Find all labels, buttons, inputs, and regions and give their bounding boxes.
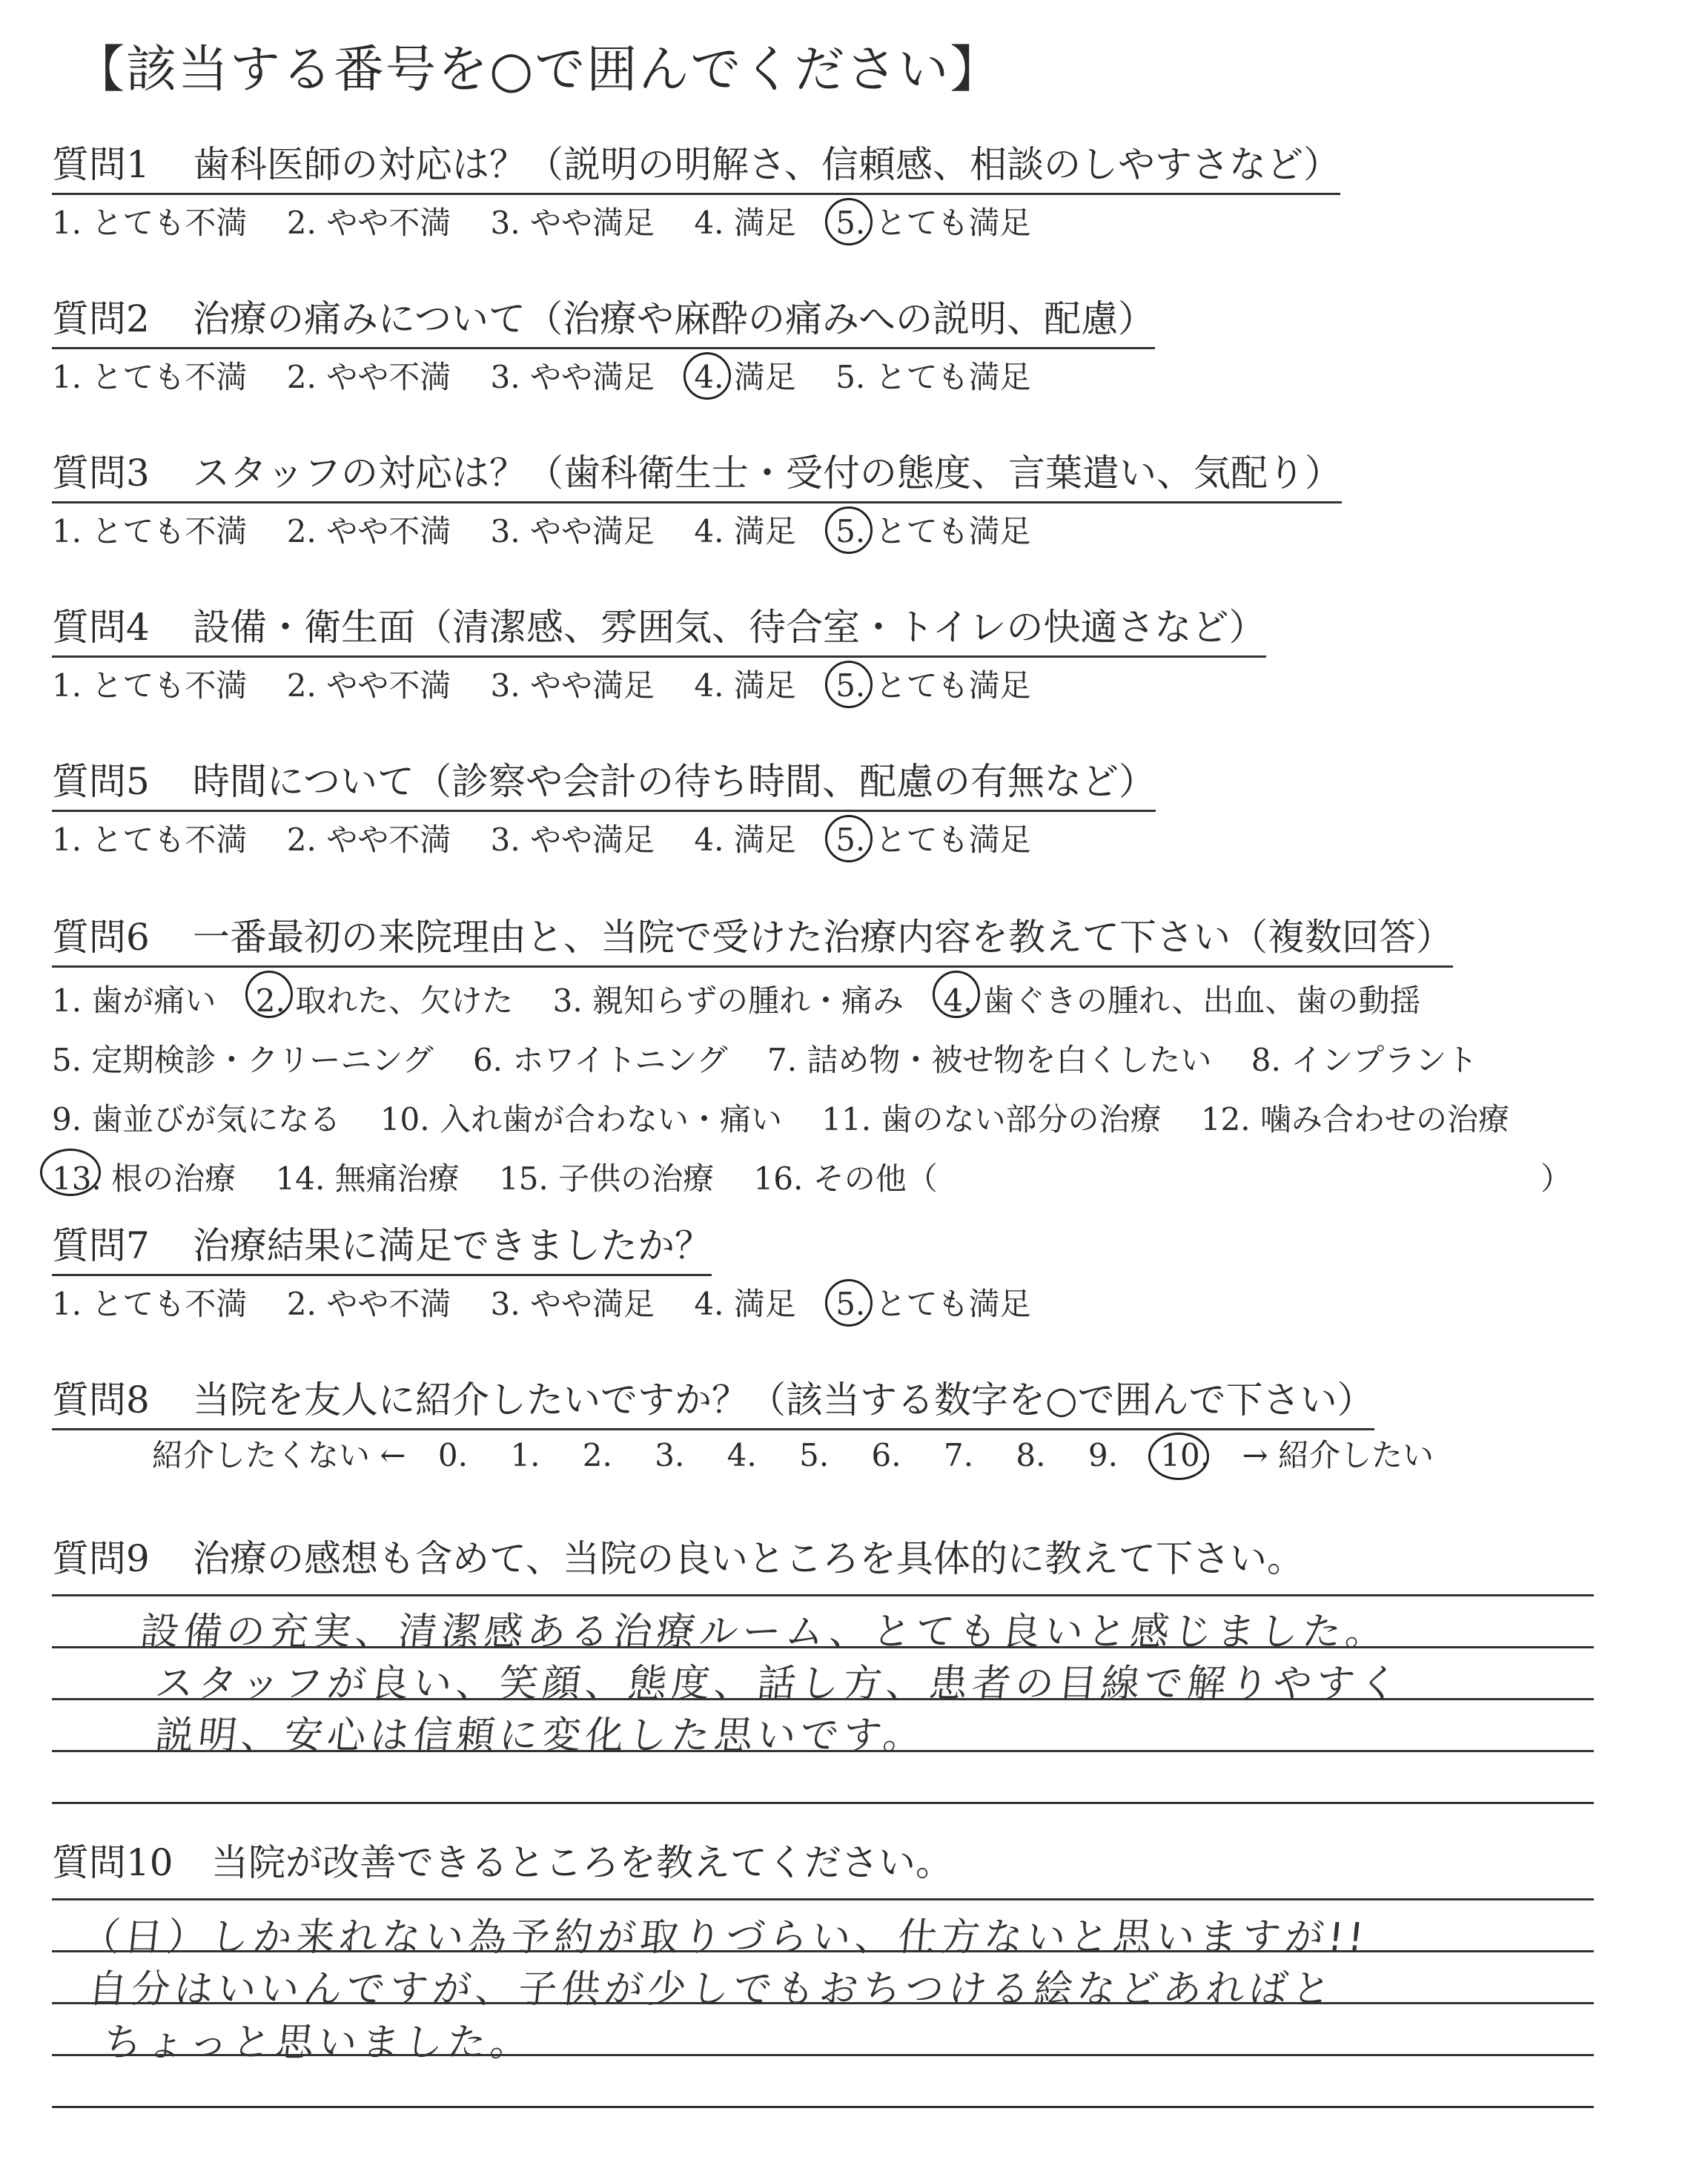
question-10-number: 質問10 <box>52 1841 173 1884</box>
recommend-scale-right-label: → 紹介したい <box>1242 1437 1434 1473</box>
question-6-text: 一番最初の来院理由と、当院で受けた治療内容を教えて下さい（複数回答） <box>193 916 1453 959</box>
question-9-text: 治療の感想も含めて、当院の良いところを具体的に教えて下さい。 <box>193 1537 1304 1580</box>
score-4[interactable]: 4. <box>726 1437 757 1473</box>
reason-5[interactable]: 5. 定期検診・クリーニング <box>52 1042 434 1078</box>
question-2 <box>52 295 1155 398</box>
reason-15[interactable]: 15. 子供の治療 <box>499 1160 715 1197</box>
score-2[interactable]: 2. <box>582 1437 612 1473</box>
option-4[interactable]: 4. 満足 <box>694 1286 796 1322</box>
question-6 <box>52 914 1601 1205</box>
question-7 <box>52 1222 1061 1325</box>
question-10-text: 当院が改善できるところを教えてください。 <box>211 1841 953 1884</box>
option-1[interactable]: 1. とても不満 <box>52 359 248 395</box>
question-10 <box>52 1839 953 1886</box>
reason-16-other[interactable]: 16. その他（ <box>753 1160 938 1197</box>
reason-14[interactable]: 14. 無痛治療 <box>275 1160 460 1197</box>
question-2-options <box>52 357 1155 398</box>
score-10-selected[interactable]: 10. <box>1160 1437 1211 1473</box>
score-7[interactable]: 7. <box>943 1437 974 1473</box>
question-8-heading <box>52 1376 1374 1430</box>
answer-line <box>52 1802 1594 1804</box>
question-6-options-row-2 <box>52 1034 1601 1086</box>
option-3[interactable]: 3. やや満足 <box>490 822 655 858</box>
option-3[interactable]: 3. やや満足 <box>490 359 655 395</box>
option-1[interactable]: 1. とても不満 <box>52 205 248 241</box>
option-1[interactable]: 1. とても不満 <box>52 667 248 704</box>
question-3-options <box>52 511 1342 552</box>
question-10-heading <box>52 1839 953 1886</box>
score-5[interactable]: 5. <box>799 1437 830 1473</box>
answer-line <box>52 1594 1594 1596</box>
question-5-text: 時間について（診察や会計の待ち時間、配慮の有無など） <box>193 760 1156 803</box>
answer-line <box>52 1898 1594 1900</box>
question-1 <box>52 141 1340 244</box>
reason-1[interactable]: 1. 歯が痛い <box>52 982 216 1019</box>
question-3-number: 質問3 <box>52 452 150 495</box>
question-2-number: 質問2 <box>52 297 150 340</box>
option-4[interactable]: 4. 満足 <box>694 822 796 858</box>
reason-16-close-paren: ） <box>1540 1160 1572 1197</box>
question-6-heading <box>52 914 1453 968</box>
question-8-number: 質問8 <box>52 1378 150 1421</box>
recommend-scale-left-label: 紹介したくない ← <box>152 1437 406 1473</box>
question-10-answer-line-3[interactable]: ちょっと思いました。 <box>101 2021 536 2065</box>
option-2[interactable]: 2. やや不満 <box>286 1286 451 1322</box>
question-3-heading <box>52 449 1342 503</box>
reason-3[interactable]: 3. 親知らずの腫れ・痛み <box>552 982 904 1019</box>
question-7-options <box>52 1284 1061 1325</box>
option-1[interactable]: 1. とても不満 <box>52 513 248 549</box>
reason-10[interactable]: 10. 入れ歯が合わない・痛い <box>380 1101 782 1137</box>
score-0[interactable]: 0. <box>437 1437 468 1473</box>
question-4-number: 質問4 <box>52 606 150 649</box>
question-4-text: 設備・衛生面（清潔感、雰囲気、待合室・トイレの快適さなど） <box>193 606 1266 649</box>
question-2-heading <box>52 295 1155 349</box>
option-4-selected[interactable]: 4. 満足 <box>694 357 795 398</box>
option-4[interactable]: 4. 満足 <box>694 667 796 704</box>
option-2[interactable]: 2. やや不満 <box>286 359 451 395</box>
reason-4-selected[interactable]: 4. 歯ぐきの腫れ、出血、歯の動揺 <box>943 975 1420 1027</box>
reason-9[interactable]: 9. 歯並びが気になる <box>52 1101 341 1137</box>
question-3 <box>52 449 1342 552</box>
question-1-options <box>52 202 1340 244</box>
question-6-options-row-4 <box>52 1153 1601 1205</box>
question-5-options <box>52 819 1156 861</box>
question-1-number: 質問1 <box>52 143 150 186</box>
option-5-selected[interactable]: 5. とても満足 <box>835 511 1030 552</box>
reason-12[interactable]: 12. 噛み合わせの治療 <box>1200 1101 1509 1137</box>
reason-6[interactable]: 6. ホワイトニング <box>472 1042 728 1078</box>
question-9-answer-line-3[interactable]: 説明、安心は信頼に変化した思いです。 <box>153 1714 929 1758</box>
option-3[interactable]: 3. やや満足 <box>490 667 655 704</box>
score-3[interactable]: 3. <box>655 1437 685 1473</box>
recommend-scale <box>152 1431 1434 1476</box>
reason-8[interactable]: 8. インプラント <box>1251 1042 1478 1078</box>
question-1-heading <box>52 141 1340 195</box>
score-9[interactable]: 9. <box>1088 1437 1118 1473</box>
question-10-answer-line-2[interactable]: 自分はいいんですが、子供が少しでもおちつける絵などあればと <box>86 1967 1338 2012</box>
option-1[interactable]: 1. とても不満 <box>52 822 248 858</box>
question-8-text: 当院を友人に紹介したいですか？（該当する数字を○で囲んで下さい） <box>193 1378 1374 1421</box>
question-10-answer-line-1[interactable]: （日）しか来れない為予約が取りづらい、仕方ないと思いますが!! <box>79 1915 1371 1960</box>
question-5-number: 質問5 <box>52 760 150 803</box>
question-6-options-row-3 <box>52 1094 1601 1146</box>
option-3[interactable]: 3. やや満足 <box>490 1286 655 1322</box>
question-4 <box>52 604 1266 707</box>
option-2[interactable]: 2. やや不満 <box>286 822 451 858</box>
option-5-selected[interactable]: 5. とても満足 <box>835 819 1030 861</box>
option-4[interactable]: 4. 満足 <box>694 205 796 241</box>
question-4-options <box>52 665 1266 707</box>
question-7-number: 質問7 <box>52 1224 150 1267</box>
answer-line <box>52 2106 1594 2108</box>
option-2[interactable]: 2. やや不満 <box>286 667 451 704</box>
option-5-selected[interactable]: 5. とても満足 <box>835 1284 1030 1325</box>
option-4[interactable]: 4. 満足 <box>694 513 796 549</box>
question-2-text: 治療の痛みについて（治療や麻酔の痛みへの説明、配慮） <box>193 297 1155 340</box>
question-8 <box>52 1376 1374 1430</box>
option-2[interactable]: 2. やや不満 <box>286 205 451 241</box>
question-9 <box>52 1535 1304 1582</box>
option-5-selected[interactable]: 5. とても満足 <box>835 665 1030 707</box>
option-1[interactable]: 1. とても不満 <box>52 1286 248 1322</box>
question-9-answer-line-1[interactable]: 設備の充実、清潔感ある治療ルーム、とても良いと感じました。 <box>138 1610 1391 1654</box>
question-5 <box>52 758 1156 861</box>
question-9-number: 質問9 <box>52 1537 150 1580</box>
score-8[interactable]: 8. <box>1016 1437 1046 1473</box>
question-6-options-row-1 <box>52 975 1601 1027</box>
reason-11[interactable]: 11. 歯のない部分の治療 <box>821 1101 1162 1137</box>
question-5-heading <box>52 758 1156 812</box>
option-3[interactable]: 3. やや満足 <box>490 513 655 549</box>
question-4-heading <box>52 604 1266 658</box>
question-1-text: 歯科医師の対応は？（説明の明解さ、信頼感、相談のしやすさなど） <box>193 143 1340 186</box>
reason-2-selected[interactable]: 2. 取れた、欠けた <box>256 975 513 1027</box>
page-title: 【該当する番号を○で囲んでください】 <box>74 41 1002 99</box>
option-5-selected[interactable]: 5. とても満足 <box>835 202 1030 244</box>
reason-7[interactable]: 7. 詰め物・被せ物を白くしたい <box>767 1042 1212 1078</box>
question-9-heading <box>52 1535 1304 1582</box>
question-3-text: スタッフの対応は？（歯科衛生士・受付の態度、言葉遣い、気配り） <box>193 452 1342 495</box>
option-2[interactable]: 2. やや不満 <box>286 513 451 549</box>
option-5[interactable]: 5. とても満足 <box>835 359 1031 395</box>
option-3[interactable]: 3. やや満足 <box>490 205 655 241</box>
question-7-heading <box>52 1222 712 1276</box>
question-6-number: 質問6 <box>52 916 150 959</box>
question-7-text: 治療結果に満足できましたか？ <box>193 1224 712 1267</box>
score-6[interactable]: 6. <box>871 1437 901 1473</box>
question-9-answer-line-2[interactable]: スタッフが良い、笑顔、態度、話し方、患者の目線で解りやすく <box>153 1662 1405 1706</box>
score-1[interactable]: 1. <box>510 1437 540 1473</box>
reason-13-selected[interactable]: 13. 根の治療 <box>52 1153 236 1205</box>
